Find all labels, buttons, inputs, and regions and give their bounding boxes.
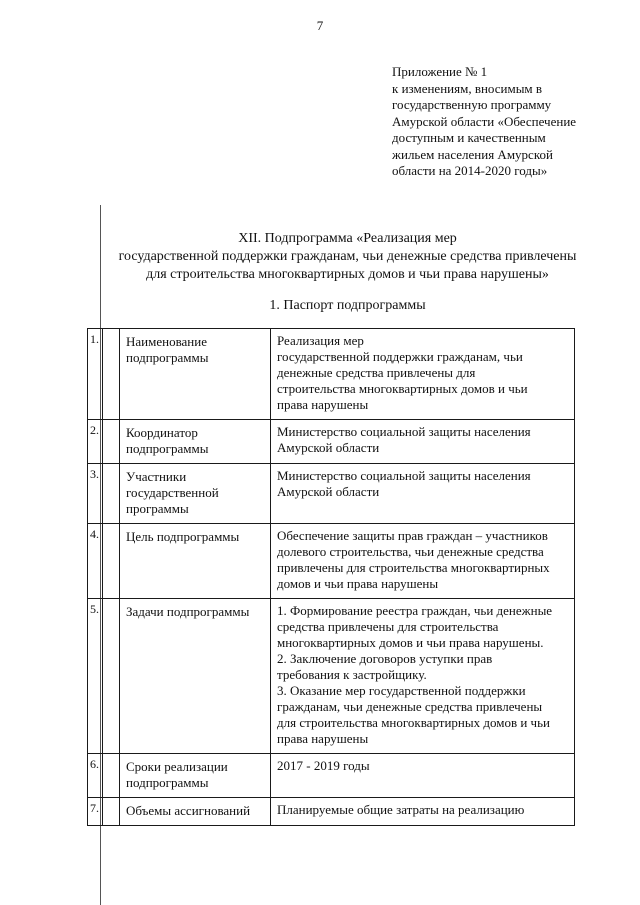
table-row [88, 524, 575, 599]
value-line: Министерство социальной защиты населения [277, 424, 531, 439]
label-line: подпрограммы [126, 775, 209, 790]
appendix-note [392, 64, 632, 180]
table-row [88, 464, 575, 524]
value-line: 2017 - 2019 годы [277, 758, 370, 773]
row-value [271, 798, 575, 826]
passport-table [87, 328, 575, 826]
label-line: программы [126, 501, 189, 516]
table-row [88, 754, 575, 798]
row-value [271, 524, 575, 599]
row-number: 6. [88, 754, 103, 798]
row-spacer [103, 464, 120, 524]
value-line: 1. Формирование реестра граждан, чьи денежные [277, 603, 553, 618]
value-line: государственной поддержки гражданам, чьи [277, 349, 523, 364]
value-line: долевого строительства, чьи денежные средства [277, 544, 544, 559]
row-number: 4. [88, 524, 103, 599]
row-spacer [103, 329, 120, 420]
row-label [120, 464, 271, 524]
value-line: Обеспечение защиты прав граждан – участников [277, 528, 548, 543]
label-line: Цель подпрограммы [126, 529, 240, 544]
row-value [271, 754, 575, 798]
appendix-line: государственную программу [392, 97, 552, 112]
row-number: 2. [88, 420, 103, 464]
section-title [95, 230, 600, 284]
value-line: для строительства многоквартирных домов и чьи [277, 715, 550, 730]
row-label [120, 754, 271, 798]
page-number: 7 [316, 18, 324, 33]
value-line: права нарушены [277, 397, 369, 412]
label-line: Объемы ассигнований [126, 803, 251, 818]
value-line: домов и чьи права нарушены [277, 576, 439, 591]
table-row [88, 329, 575, 420]
appendix-line: Амурской области «Обеспечение [392, 113, 577, 129]
row-number: 3. [88, 464, 103, 524]
label-line: государственной [126, 485, 219, 500]
row-spacer [103, 524, 120, 599]
row-number: 1. [88, 329, 103, 420]
value-line: гражданам, чьи денежные средства привлечены [277, 699, 543, 714]
value-line: Реализация мер [277, 333, 364, 348]
label-line: подпрограммы [126, 441, 209, 456]
row-number: 5. [88, 599, 103, 754]
title-line: государственной поддержки гражданам, чьи денежные средства привлечены [118, 249, 577, 264]
value-line: Амурской области [277, 484, 380, 499]
value-line: 3. Оказание мер государственной поддержки [277, 683, 526, 698]
row-value [271, 329, 575, 420]
appendix-line: жильем населения Амурской [392, 146, 553, 162]
label-line: Задачи подпрограммы [126, 604, 250, 619]
row-value [271, 420, 575, 464]
appendix-line: к изменениям, вносимым в [392, 80, 543, 96]
row-label [120, 599, 271, 754]
row-spacer [103, 420, 120, 464]
section-subtitle: 1. Паспорт подпрограммы [269, 298, 426, 313]
row-label [120, 524, 271, 599]
row-value [271, 464, 575, 524]
value-line: Министерство социальной защиты населения [277, 468, 531, 483]
label-line: Координатор [126, 425, 198, 440]
value-line: строительства многоквартирных домов и чьи [277, 381, 528, 396]
value-line: требования к застройщику. [277, 667, 427, 682]
row-label [120, 798, 271, 826]
title-line: для строительства многоквартирных домов и чьи права нарушены» [146, 267, 549, 282]
row-spacer [103, 754, 120, 798]
value-line: 2. Заключение договоров уступки прав [277, 651, 493, 666]
value-line: многоквартирных домов и чьи права нарушены. [277, 635, 544, 650]
label-line: подпрограммы [126, 350, 209, 365]
row-spacer [103, 798, 120, 826]
title-line: XII. Подпрограмма «Реализация мер [238, 231, 457, 246]
table-row [88, 420, 575, 464]
appendix-line: доступным и качественным [392, 130, 546, 145]
label-line: Участники [126, 469, 187, 484]
row-spacer [103, 599, 120, 754]
label-line: Наименование [126, 334, 207, 349]
table-row [88, 599, 575, 754]
appendix-line: Приложение № 1 [392, 64, 488, 79]
row-label [120, 329, 271, 420]
appendix-line: области на 2014-2020 годы» [392, 163, 548, 178]
value-line: привлечены для строительства многоквартирных [277, 560, 550, 575]
value-line: средства привлечены для строительства [277, 619, 499, 634]
label-line: Сроки реализации [126, 759, 228, 774]
row-label [120, 420, 271, 464]
value-line: права нарушены [277, 731, 369, 746]
value-line: денежные средства привлечены для [277, 365, 476, 380]
table-row [88, 798, 575, 826]
value-line: Амурской области [277, 440, 380, 455]
row-number: 7. [88, 798, 103, 826]
value-line: Планируемые общие затраты на реализацию [277, 802, 525, 817]
row-value [271, 599, 575, 754]
